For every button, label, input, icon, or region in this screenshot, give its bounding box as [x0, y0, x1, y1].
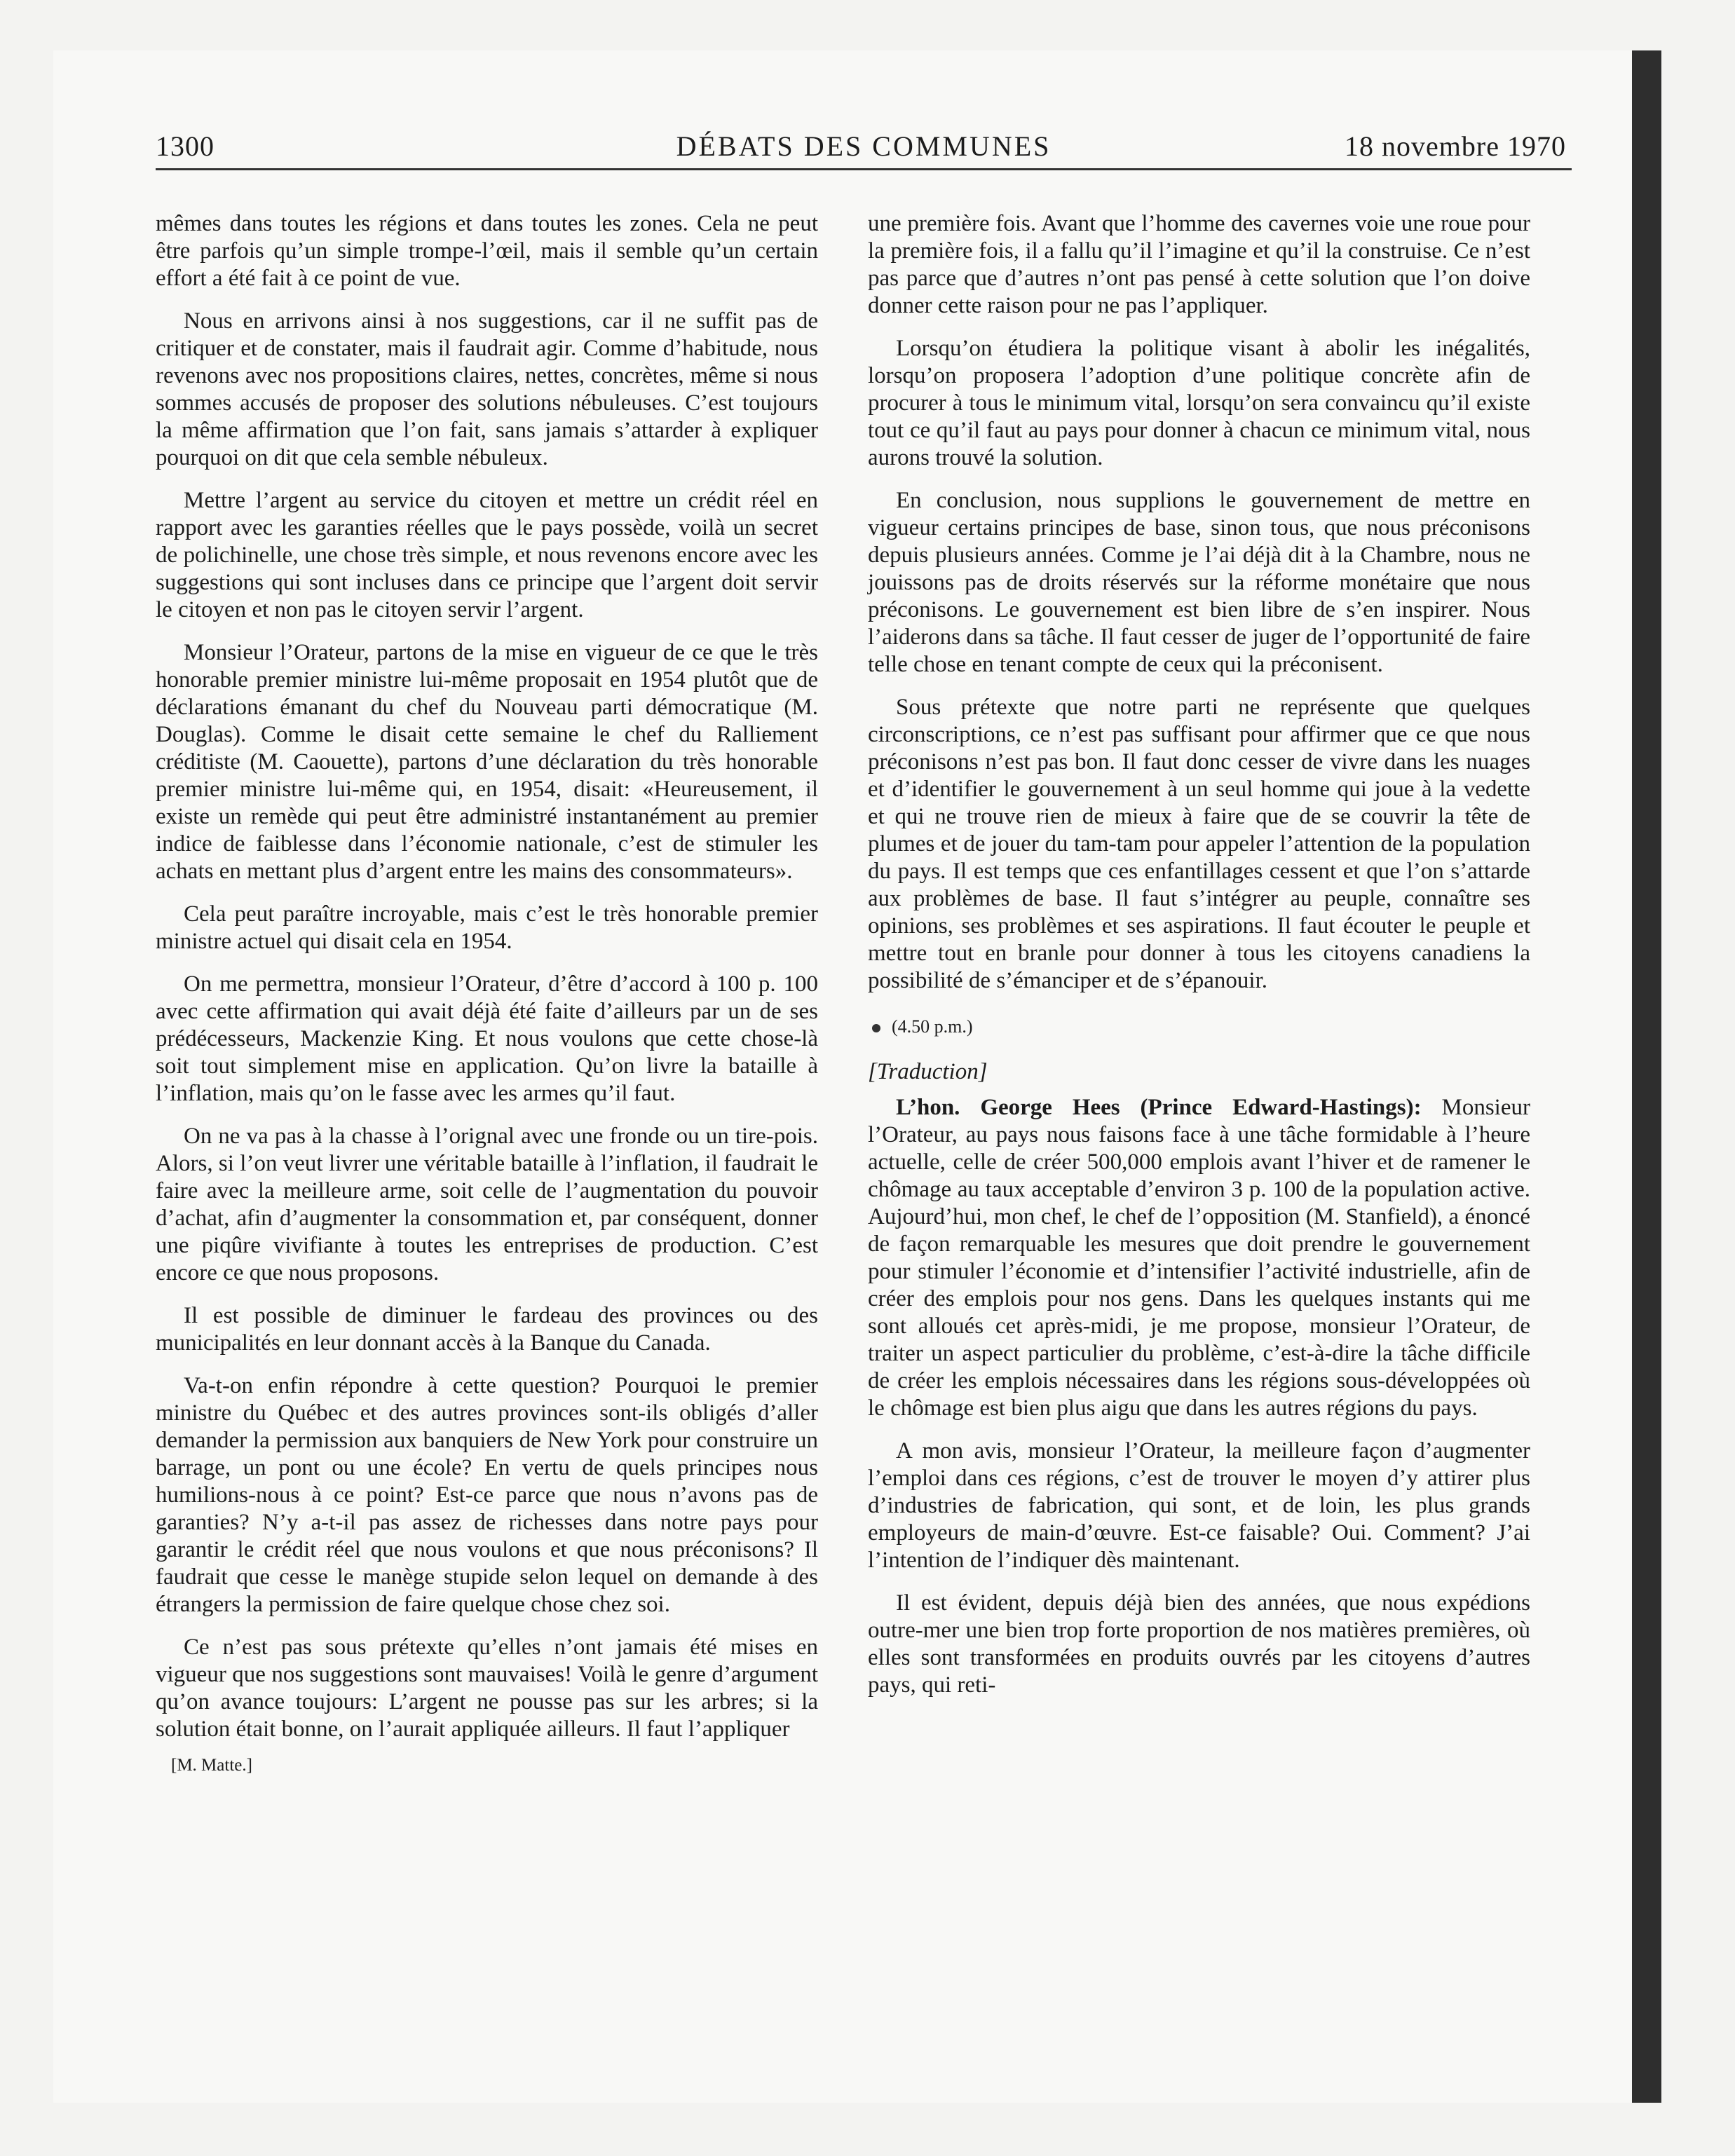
paragraph: On me permettra, monsieur l’Orateur, d’être d’accord à 100 p. 100 avec cette affirmation qui avait déjà été faite d’ailleurs par un de ses prédécesseurs, Mackenzie King. Et nous voulons que cette chose-là soit tout simplement mise en application. Qu’on livre la bataille à l’inflation, mais qu’on le fasse avec les armes qu’il faut.: [156, 971, 818, 1106]
speaker-text: Monsieur l’Orateur, au pays nous faisons face à une tâche formidable à l’heure actuelle, celle de créer 500,000 emplois avant l’hiver et de ramener le chômage au taux acceptable d’environ 3 p. 100 de la population active. Aujourd’hui, mon chef, le chef de l’opposition (M. Stanfield), a énoncé de façon remarquable les mesures que doit prendre le gouvernement pour stimuler l’économie et d’intensifier l’activité industrielle, afin de créer des emplois pour nos gens. Dans les quelques instants qui me sont alloués cet après-midi, je me propose, monsieur l’Orateur, de traiter un aspect particulier du problème, c’est-à-dire la tâche difficile de créer les emplois nécessaires dans les régions sous-développées où le chômage est bien plus aigu que dans les autres régions du pays.: [868, 1095, 1530, 1421]
paragraph: Va-t-on enfin répondre à cette question? Pourquoi le premier ministre du Québec et des autres provinces sont-ils obligés d’aller demander la permission aux banquiers de New York pour construire un barrage, un pont ou une école? En vertu de quels principes nous humilions-nous à ce point? Est-ce parce que nous n’avons pas de garanties? N’y a-t-il pas assez de richesses dans notre pays pour garantir le crédit réel que nous voulons et que nous préconisons? Il faudrait que cesse le manège stupide selon lequel on demande à des étrangers la permission de faire quelque chose chez soi.: [156, 1373, 818, 1617]
bullet-icon: [872, 1024, 880, 1032]
traduction-label: [Traduction]: [868, 1059, 988, 1084]
left-column: [156, 210, 818, 1779]
page-header: [156, 123, 1572, 170]
paragraph: Cela peut paraître incroyable, mais c’est le très honorable premier ministre actuel qui disait cela en 1954.: [156, 901, 818, 954]
time-marker: [872, 1013, 1530, 1040]
paragraph: Lorsqu’on étudiera la politique visant à abolir les inégalités, lorsqu’on proposera l’adoption d’une politique concrète afin de procurer à tous le minimum vital, lorsqu’on sera convaincu qu’il existe tout ce qu’il faut au pays pour donner à chacun ce minimum vital, nous aurons trouvé la solution.: [868, 336, 1530, 470]
paragraph: A mon avis, monsieur l’Orateur, la meilleure façon d’augmenter l’emploi dans ces régions, c’est de trouver le moyen d’y attirer plus d’industries de fabrication, qui sont, et de loin, les plus grands employeurs de main-d’œuvre. Est-ce faisable? Oui. Comment? J’ai l’intention de l’indiquer dès maintenant.: [868, 1438, 1530, 1573]
right-column: [868, 210, 1530, 1714]
paragraph: Il est évident, depuis déjà bien des années, que nous expédions outre-mer une bien trop forte proportion de nos matières premières, où elles sont transformées en produits ouvrés par les citoyens d’autres pays, qui reti-: [868, 1590, 1530, 1698]
paragraph: Sous prétexte que notre parti ne représente que quelques circonscriptions, ce n’est pas suffisant pour affirmer que ce que nous préconisons n’est pas bon. Il faut donc cesser de vivre dans les nuages et d’identifier le gouvernement à un seul homme qui joue à la vedette et qui ne trouve rien de mieux à faire que de se couvrir la tête de plumes et de jouer du tam-tam pour appeler l’attention de la population du pays. Il est temps que ces enfantillages cessent et que l’on s’attarde aux problèmes de base. Il faut s’intégrer au peuple, connaître ses opinions, ses problèmes et ses aspirations. Il faut écouter le peuple et mettre tout en branle pour donner à tous les citoyens canadiens la possibilité de s’émanciper et de s’épanouir.: [868, 695, 1530, 993]
speaker-paragraph: [868, 1094, 1530, 1422]
paragraph: mêmes dans toutes les régions et dans toutes les zones. Cela ne peut être parfois qu’un simple trompe-l’œil, mais il semble qu’un certain effort a été fait à ce point de vue.: [156, 211, 818, 291]
paragraph: Nous en arrivons ainsi à nos suggestions, car il ne suffit pas de critiquer et de constater, mais il faudrait agir. Comme d’habitude, nous revenons avec nos propositions claires, nettes, concrètes, même si nous sommes accusés de proposer des solutions nébuleuses. C’est toujours la même affirmation que l’on fait, sans jamais s’attarder à expliquer pourquoi on dit que cela semble nébuleux.: [156, 308, 818, 470]
speaker-name: L’hon. George Hees (Prince Edward-Hastings):: [896, 1095, 1422, 1120]
journal-title: DÉBATS DES COMMUNES: [676, 130, 1052, 162]
paragraph: Ce n’est pas sous prétexte qu’elles n’ont jamais été mises en vigueur que nos suggestions sont mauvaises! Voilà le genre d’argument qu’on avance toujours: L’argent ne pousse pas sur les arbres; si la solution était bonne, on l’aurait appliquée ailleurs. Il faut l’appliquer: [156, 1635, 818, 1742]
paragraph: Il est possible de diminuer le fardeau des provinces ou des municipalités en leur donnant accès à la Banque du Canada.: [156, 1303, 818, 1356]
time-marker-text: (4.50 p.m.): [892, 1016, 973, 1037]
paragraph: Monsieur l’Orateur, partons de la mise en vigueur de ce que le très honorable premier ministre lui-même proposait en 1954 plutôt que de déclarations émanant du chef du Nouveau parti démocratique (M. Douglas). Comme le disait cette semaine le chef du Ralliement créditiste (M. Caouette), partons d’une déclaration du très honorable premier ministre lui-même qui, en 1954, disait: «Heureusement, il existe un remède qui peut être administré instantanément au premier indice de faiblesse dans l’économie nationale, c’est de stimuler les achats en mettant plus d’argent entre les mains des consommateurs».: [156, 640, 818, 884]
header-date: 18 novembre 1970: [1345, 130, 1566, 162]
paragraph: En conclusion, nous supplions le gouvernement de mettre en vigueur certains principes de base, sinon tous, que nous préconisons depuis plusieurs années. Comme je l’ai déjà dit à la Chambre, nous ne jouissons pas de droits réservés sur la réforme monétaire que nous préconisons. Le gouvernement est bien libre de s’en inspirer. Nous l’aiderons dans sa tâche. Il faut cesser de juger de l’opportunité de faire telle chose en tenant compte de ceux qui la préconisent.: [868, 488, 1530, 677]
page-number: 1300: [156, 130, 215, 162]
paragraph: Mettre l’argent au service du citoyen et mettre un crédit réel en rapport avec les garanties réelles que le pays possède, voilà un secret de polichinelle, une chose très simple, et nous revenons encore avec les suggestions qui sont incluses dans ce principe que l’argent doit servir le citoyen et non pas le citoyen servir l’argent.: [156, 488, 818, 622]
scan-edge: [1632, 50, 1661, 2103]
paragraph: une première fois. Avant que l’homme des cavernes voie une roue pour la première fois, il a fallu qu’il l’imagine et qu’il la construise. Ce n’est pas parce que d’autres n’ont pas pensé à cette solution que l’on doive donner cette raison pour ne pas l’appliquer.: [868, 211, 1530, 318]
speaker-attribution: [M. Matte.]: [171, 1756, 252, 1775]
paragraph: On ne va pas à la chasse à l’orignal avec une fronde ou un tire-pois. Alors, si l’on veut livrer une véritable bataille à l’inflation, il faudrait le faire avec la meilleure arme, soit celle de l’augmentation du pouvoir d’achat, afin d’augmenter la consommation et, par conséquent, donner une piqûre vivifiante à toutes les entreprises de production. C’est encore ce que nous proposons.: [156, 1124, 818, 1285]
